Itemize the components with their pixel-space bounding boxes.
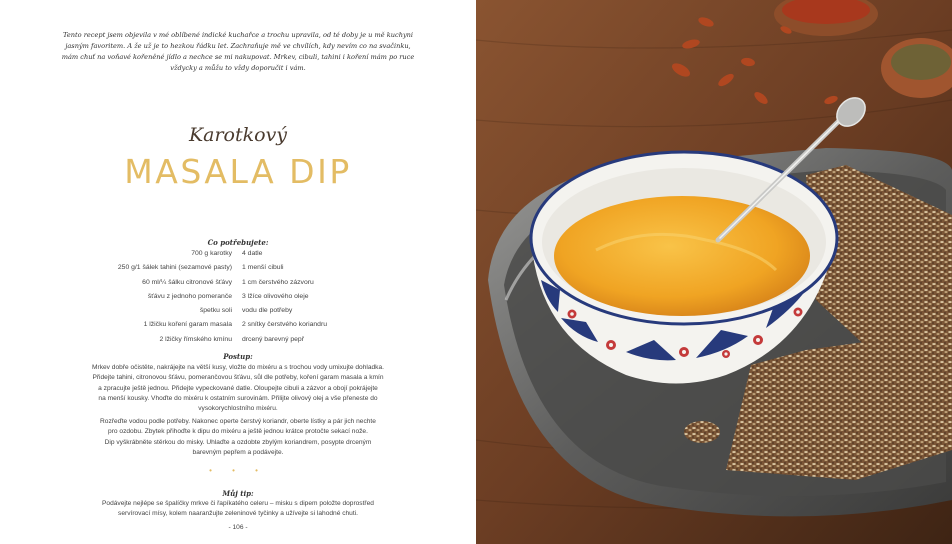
ingredient-row (0, 293, 476, 307)
ingredient-left: šťávu z jednoho pomeranče (147, 292, 232, 300)
method-line: barevným pepřem a podávejte. (192, 448, 284, 456)
page-title: MASALA DIP (124, 152, 352, 191)
ingredient-left: špetku soli (199, 307, 232, 315)
ingredient-right: 3 lžíce olivového oleje (242, 292, 309, 300)
masala-dip (554, 196, 810, 316)
ingredient-right: 1 cm čerstvého zázvoru (242, 278, 314, 286)
method-line: a zpracujte ještě jednou. Přidejte vypeckované datle. Oloupejte cibuli a zázvor a obojí pokrájejte (98, 384, 378, 392)
tip-line: servírovací mísy, kolem naaranžujte zeleninové tyčinky a užívejte si lahodné chuti. (118, 510, 358, 518)
ingredient-row (0, 336, 476, 350)
method-line: Rozřeďte vodou podle potřeby. Nakonec operte čerstvý koriandr, oberte lístky a pár jich nechte (100, 418, 376, 425)
ingredients-heading: Co potřebujete: (207, 238, 269, 247)
ingredients-list (0, 250, 476, 350)
ingredient-row (0, 307, 476, 321)
ingredient-row (0, 321, 476, 335)
intro-line: Tento recept jsem objevila v mé oblíbené indické kuchařce a trochu upravila, od té doby je u mě kuchyni (62, 31, 414, 39)
method-line: pro ozdobu. Zbytek přihoďte k dipu do mixéru a ještě jednou krátce protočte sekací nože. (108, 428, 368, 436)
section-separator: • • • (209, 466, 267, 475)
ingredient-left: 1 lžičku koření garam masala (143, 321, 232, 329)
intro-text (52, 30, 424, 74)
food-photo (476, 0, 952, 544)
ingredient-row (0, 264, 476, 278)
method-line: Mrkev dobře očistěte, nakrájejte na větší kusy, vložte do mixéru a s trochou vody umixujte dohladka. (92, 364, 384, 371)
method-line: Přidejte tahini, citronovou šťávu, pomerančovou šťávu, sůl dle potřeby, koření garam masala a kmín (92, 374, 384, 382)
title-script: Karotkový (188, 124, 288, 146)
ingredient-right: 1 menší cibuli (242, 264, 284, 272)
method-line: vysokorychlostního mixéru. (198, 405, 278, 413)
ingredient-left: 250 g/1 šálek tahini (sezamové pasty) (117, 264, 232, 272)
intro-line: vždycky a můžu to vždy doporučit i vám. (170, 64, 306, 72)
masala-dip-photo (476, 0, 952, 544)
intro-line: jasným favoritem. A že už je to hezkou řádku let. Zachraňuje mě ve chvílích, kdy nevím co na svačinku, (65, 42, 411, 50)
ingredient-row (0, 279, 476, 293)
tip-heading: Můj tip: (222, 489, 254, 498)
tip-text (56, 499, 420, 520)
method-line: Dip vyškrábněte stěrkou do misky. Uhlaďte a ozdobte zbylým koriandrem, posypte drceným (104, 438, 372, 446)
page-number: - 106 - (228, 524, 248, 531)
ingredient-row (0, 250, 476, 264)
cracker-crumb (684, 421, 720, 443)
method-line: na menší kousky. Vhoďte do mixéru k ostatním surovinám. Přilijte olivový olej a vše přeneste do (98, 394, 378, 402)
ingredient-left: 60 ml/¼ šálku citronové šťávy (142, 278, 232, 286)
method-paragraph-1 (56, 363, 420, 414)
ingredient-left: 700 g karotky (191, 250, 232, 257)
method-heading: Postup: (223, 352, 253, 361)
intro-line: mám chuť na voňavé kořeněné jídlo a nechce se mi nakupovat. Mrkev, cibuli, tahini i koření mám po ruce (61, 53, 415, 61)
method-paragraph-2 (56, 417, 420, 458)
tip-line: Podávejte nejlépe se špalíčky mrkve či řapíkatého celeru – misku s dipem položte doprostřed (102, 500, 374, 507)
ingredient-right: 4 datle (242, 250, 263, 257)
ingredient-right: vodu dle potřeby (242, 307, 293, 315)
ingredient-right: drcený barevný pepř (242, 335, 304, 343)
ingredient-right: 2 snítky čerstvého koriandru (242, 321, 328, 329)
ingredient-left: 2 lžičky římského kmínu (159, 335, 232, 343)
